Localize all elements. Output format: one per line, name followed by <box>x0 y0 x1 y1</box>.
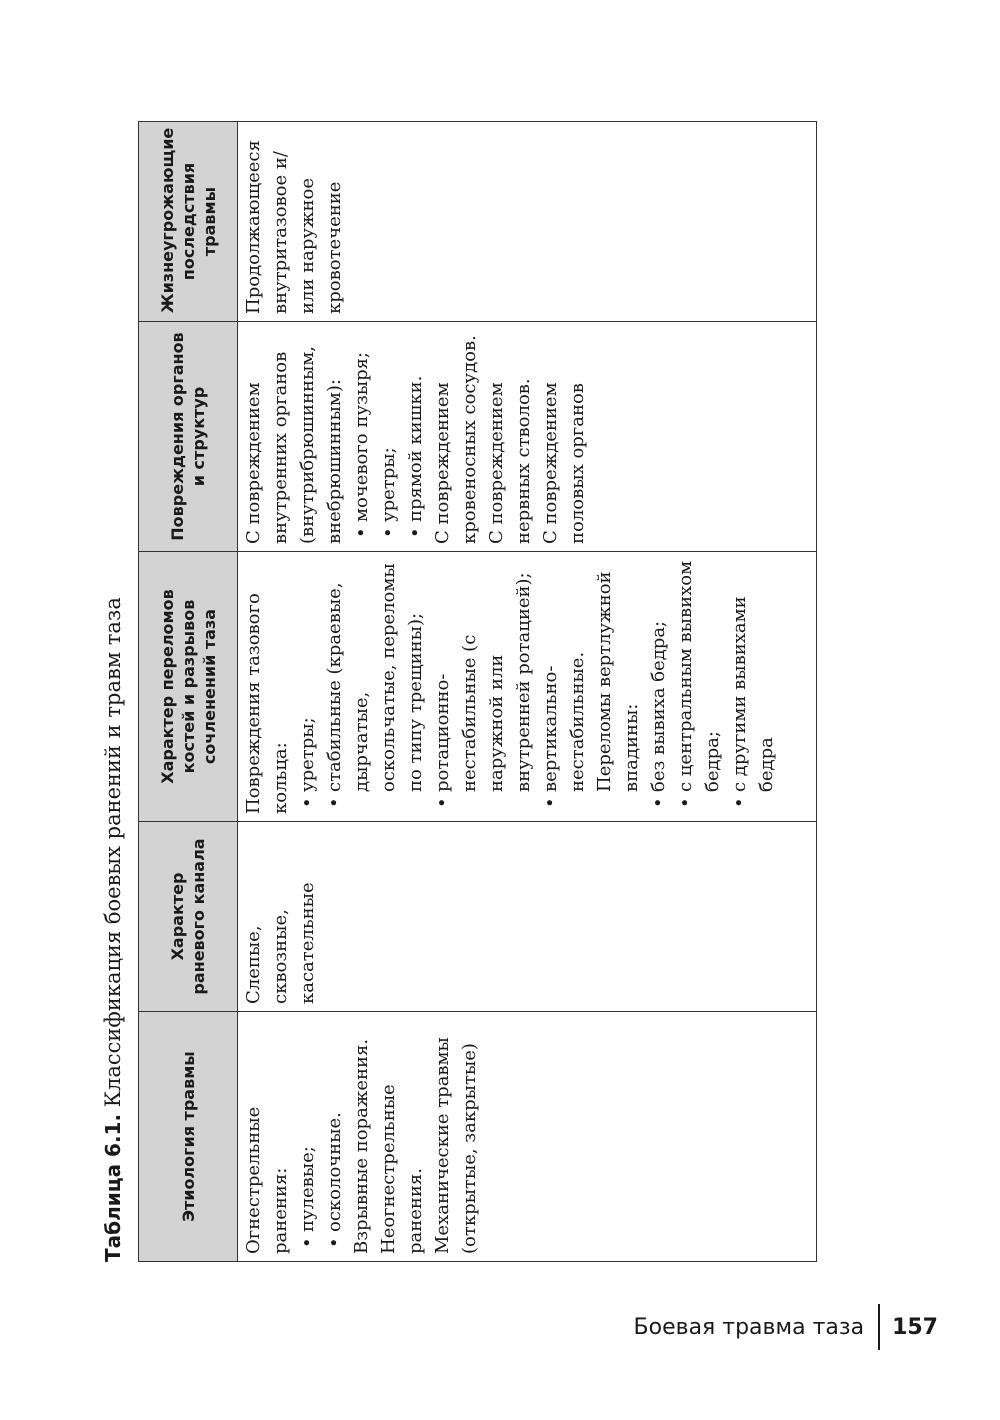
list-item: • вертикально-нестабильные. <box>537 559 591 792</box>
cell-text: Огнестрельные ранения: <box>243 1106 291 1254</box>
cell-text: Неогнестрельные ранения. <box>378 1084 426 1254</box>
cell-text: Слепые, сквозные, касательные <box>243 882 318 1004</box>
list-item: • ротационно-нестабильные (с наружной или внутренней ротацией); <box>429 559 537 792</box>
table-header-row <box>139 122 238 1262</box>
page-footer <box>634 1305 938 1349</box>
cell-text: Переломы вертлужной впадины: <box>594 571 642 792</box>
running-title: Боевая травма таза <box>633 1314 865 1340</box>
cell-text: Повреждения тазового кольца: <box>243 593 291 814</box>
table-title: Классификация боевых ранений и травм таза <box>101 597 125 1114</box>
header-organ-damage: Повреждения органов и структур <box>139 322 238 552</box>
bullet-list <box>294 559 591 814</box>
cell-text: С повреждением половых органов <box>540 382 588 544</box>
header-life-threatening: Жизнеугрожающие последствия травмы <box>139 122 238 322</box>
cell-life-threatening <box>238 122 817 322</box>
list-item: • стабильные (краевые, дырчатые, оскольчатые, переломы по типу трещины); <box>321 559 429 792</box>
cell-organ-damage <box>238 322 817 552</box>
list-item: • с другими вывихами бедра <box>726 559 780 792</box>
footer-divider <box>878 1304 880 1350</box>
list-item: • мочевого пузыря; <box>348 329 375 522</box>
list-item: • уретры; <box>375 329 402 522</box>
list-item: • прямой кишки. <box>402 329 429 522</box>
cell-text: Продолжающееся внутритазовое и/или наружное кровотечение <box>243 140 345 314</box>
header-etiology: Этиология травмы <box>139 1012 238 1262</box>
header-fractures: Характер переломов костей и разрывов сочленений таза <box>139 552 238 822</box>
classification-table <box>138 121 817 1262</box>
table-row <box>238 122 817 1262</box>
list-item: • с центральным вывихом бедра; <box>672 559 726 792</box>
table-number: Таблица 6.1. <box>101 1113 125 1262</box>
rotated-page-content <box>98 122 888 1262</box>
cell-text: С повреждением внутренних органов (внутрибрюшинным, внебрюшинным): <box>243 345 345 544</box>
list-item: • уретры; <box>294 559 321 792</box>
list-item: • без вывиха бедра; <box>645 559 672 792</box>
list-item: • осколочные. <box>321 1019 348 1232</box>
bullet-list <box>294 1019 348 1254</box>
bullet-list <box>645 559 780 814</box>
header-wound-channel: Характер раневого канала <box>139 822 238 1012</box>
cell-text: Взрывные поражения. <box>351 1038 372 1254</box>
page-number: 157 <box>892 1314 938 1340</box>
cell-text: Механические травмы (открытые, закрытые) <box>432 1037 480 1254</box>
cell-wound-channel <box>238 822 817 1012</box>
cell-etiology <box>238 1012 817 1262</box>
cell-fractures <box>238 552 817 822</box>
list-item: • пулевые; <box>294 1019 321 1232</box>
table-caption <box>98 597 128 1262</box>
bullet-list <box>348 329 429 544</box>
cell-text: С повреждением нервных стволов. <box>486 378 534 544</box>
cell-text: С повреждением кровеносных сосудов. <box>432 335 480 544</box>
